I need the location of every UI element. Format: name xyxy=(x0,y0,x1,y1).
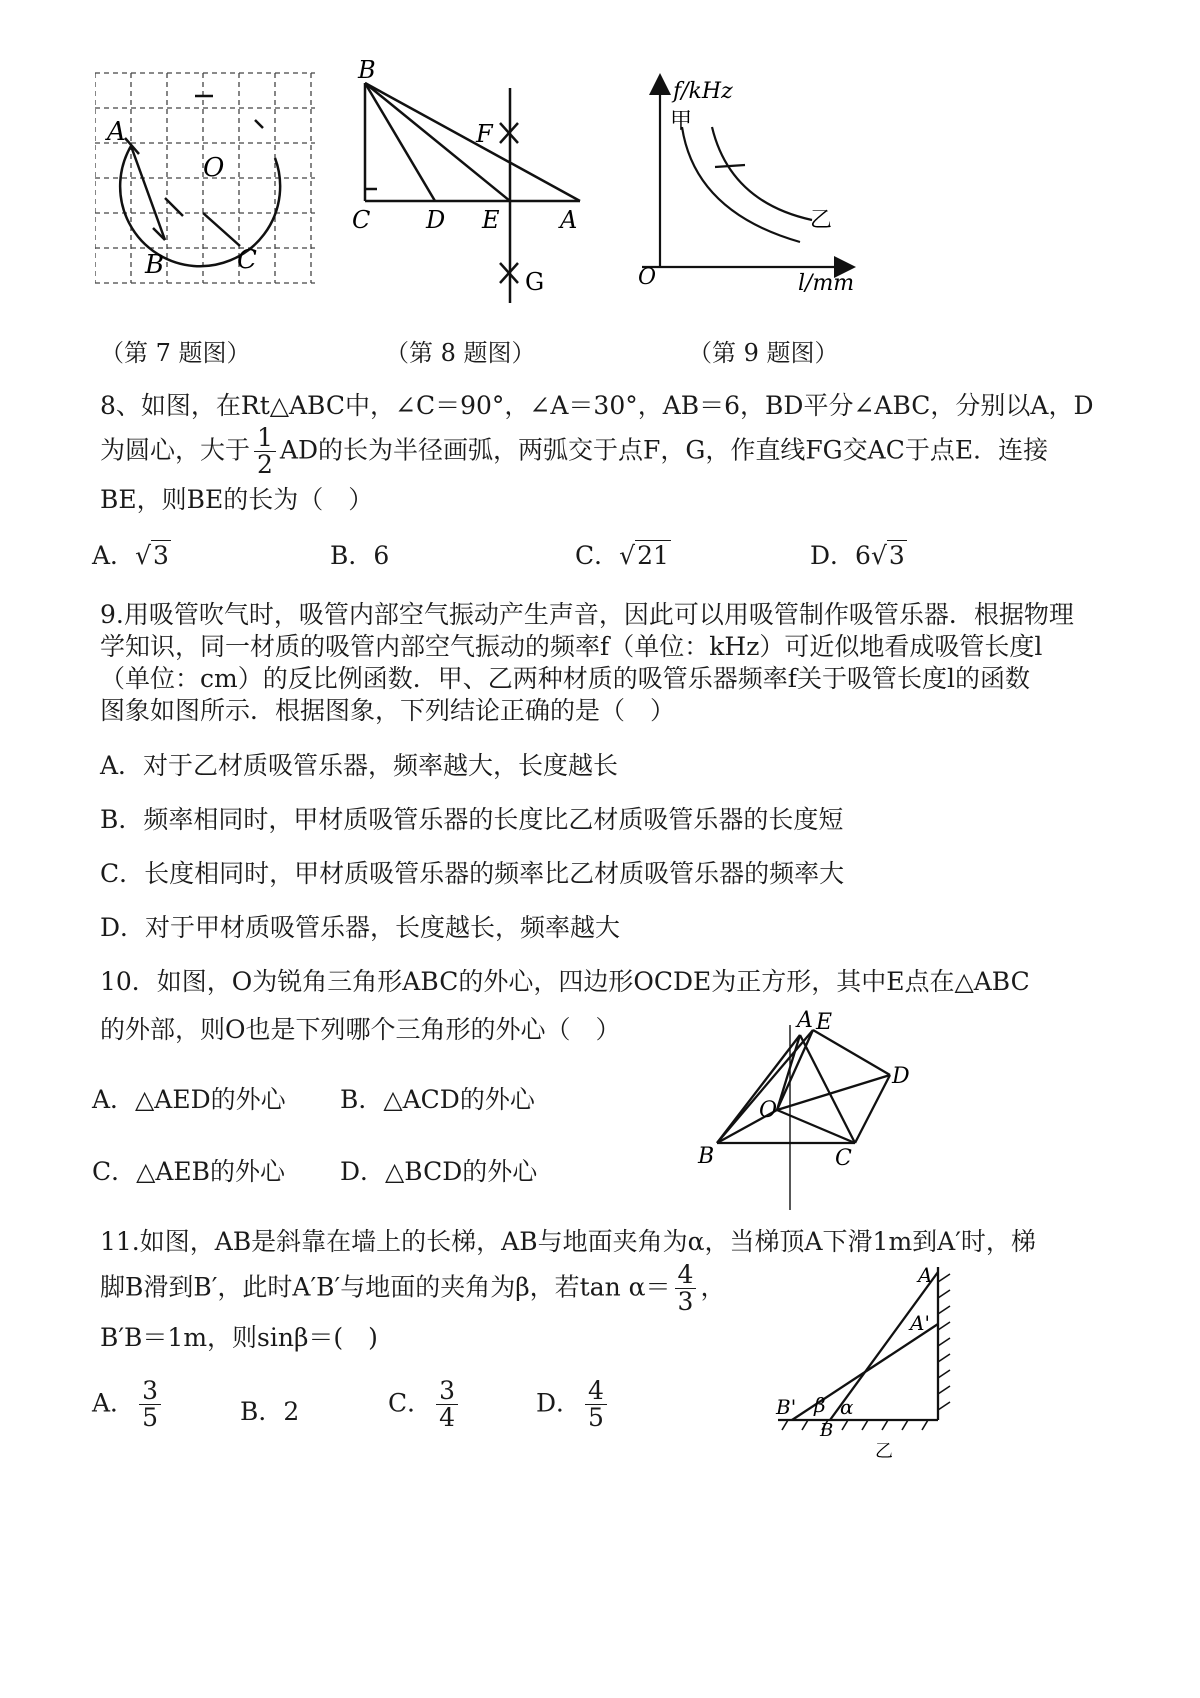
q9-option-c[interactable]: C．长度相同时，甲材质吸管乐器的频率比乙材质吸管乐器的频率大 xyxy=(100,859,845,888)
label-g: G xyxy=(525,268,545,296)
sqrt-icon: √ xyxy=(870,541,887,570)
q10-option-a[interactable]: A．△AED的外心 xyxy=(92,1085,286,1114)
q11-option-b[interactable] xyxy=(240,1392,299,1428)
y-axis-label: f/kHz xyxy=(673,79,733,104)
label-yi: 乙 xyxy=(810,208,833,233)
label-d: D xyxy=(892,1064,910,1089)
option-label: B． xyxy=(240,1397,284,1426)
label-b: B xyxy=(698,1144,715,1169)
q8-option-d[interactable] xyxy=(810,536,907,572)
option-label: D． xyxy=(810,541,856,570)
label-c: C xyxy=(352,206,371,234)
q8-line-2-a: 为圆心，大于 xyxy=(100,435,251,465)
q11-line-2 xyxy=(100,1262,725,1316)
option-label: B． xyxy=(330,541,374,570)
q10-option-b[interactable]: B．△ACD的外心 xyxy=(340,1085,535,1114)
frac-num: 4 xyxy=(675,1262,697,1289)
option-value: 3 xyxy=(153,541,169,570)
q9-option-a[interactable]: A．对于乙材质吸管乐器，频率越大，长度越长 xyxy=(100,751,619,780)
frac-den: 4 xyxy=(439,1403,456,1433)
sqrt-icon: √ xyxy=(619,541,636,570)
label-a: A xyxy=(797,1008,813,1033)
q8-option-c[interactable] xyxy=(575,536,671,572)
q10-option-c[interactable]: C．△AEB的外心 xyxy=(92,1157,286,1186)
option-fraction xyxy=(139,1378,161,1432)
option-label: A． xyxy=(92,1388,136,1418)
frac-den: 5 xyxy=(142,1403,158,1433)
option-value: 2 xyxy=(283,1397,300,1426)
label-a: A xyxy=(560,206,578,234)
label-d: D xyxy=(426,206,446,234)
figure-7 xyxy=(95,68,325,293)
frac-den: 3 xyxy=(677,1287,694,1317)
frac-den: 2 xyxy=(257,450,273,480)
option-fraction xyxy=(436,1378,458,1432)
q11-line-1: 11.如图，AB是斜靠在墙上的长梯，AB与地面夹角为α，当梯顶A下滑1m到A′时，梯 xyxy=(100,1227,1036,1256)
option-fraction xyxy=(585,1378,607,1432)
option-label: D． xyxy=(536,1388,582,1418)
q9-line-4: 图象如图所示．根据图象，下列结论正确的是（ ） xyxy=(100,696,676,725)
label-b: B xyxy=(358,58,376,84)
figure-9-caption: （第 9 题图） xyxy=(688,339,839,367)
label-b: B xyxy=(820,1420,834,1441)
label-o: O xyxy=(759,1098,778,1123)
frac-num: 1 xyxy=(254,425,276,452)
label-a: A xyxy=(918,1263,933,1287)
label-beta: β xyxy=(814,1393,826,1417)
option-label: A． xyxy=(92,541,136,570)
q9-line-1: 9.用吸管吹气时，吸管内部空气振动产生声音，因此可以用吸管制作吸管乐器．根据物理 xyxy=(100,600,1074,629)
q8-option-a[interactable] xyxy=(92,536,171,572)
option-label: C． xyxy=(575,541,620,570)
fraction-tan xyxy=(675,1262,697,1316)
sqrt-icon: √ xyxy=(135,541,151,570)
q8-line-1: 8、如图，在Rt△ABC中，∠C＝90°，∠A＝30°，AB＝6，BD平分∠ABC，分别以A，D xyxy=(100,391,1094,420)
label-a-prime: A' xyxy=(910,1311,930,1335)
q11-option-d[interactable] xyxy=(536,1378,611,1432)
figure-9 xyxy=(620,72,860,297)
origin-label: O xyxy=(638,265,657,290)
q8-option-b[interactable] xyxy=(330,536,389,572)
q10-option-d[interactable]: D．△BCD的外心 xyxy=(340,1157,538,1186)
q9-line-3: （单位：cm）的反比例函数．甲、乙两种材质的吸管乐器频率f关于吸管长度l的函数 xyxy=(100,664,1030,693)
label-alpha: α xyxy=(840,1395,854,1419)
frac-num: 3 xyxy=(436,1378,458,1405)
q11-option-a[interactable] xyxy=(92,1378,165,1432)
q9-line-2: 学知识，同一材质的吸管内部空气振动的频率f（单位：kHz）可近似地看成吸管长度l xyxy=(100,632,1043,661)
figure-8-caption: （第 8 题图） xyxy=(385,339,536,367)
frac-den: 5 xyxy=(588,1403,604,1433)
label-f: F xyxy=(476,120,493,148)
q11-option-c[interactable] xyxy=(388,1378,462,1432)
label-b-prime: B' xyxy=(776,1395,797,1419)
q11-line-2-a: 脚B滑到B′，此时A′B′与地面的夹角为β，若tan α＝ xyxy=(100,1272,671,1302)
figure-10 xyxy=(695,1005,925,1220)
frac-num: 4 xyxy=(585,1378,607,1405)
label-c: C xyxy=(237,245,257,275)
option-value: 21 xyxy=(637,541,669,570)
option-value: 6 xyxy=(373,541,390,570)
x-axis-label: l/mm xyxy=(798,271,855,296)
segment-ab xyxy=(131,146,165,240)
figure-8 xyxy=(350,58,600,310)
figure-11 xyxy=(770,1262,970,1472)
q8-line-2-b: AD的长为半径画弧，两弧交于点F，G，作直线FG交AC于点E．连接 xyxy=(279,435,1049,465)
q8-line-2 xyxy=(100,425,1048,479)
label-e: E xyxy=(482,206,500,234)
label-c: C xyxy=(835,1146,852,1171)
q9-option-d[interactable]: D．对于甲材质吸管乐器，长度越长，频率越大 xyxy=(100,913,621,942)
label-ground: 乙 xyxy=(875,1441,893,1462)
q11-line-2-b: ， xyxy=(700,1272,726,1302)
option-label: C． xyxy=(388,1388,433,1418)
fraction-half xyxy=(254,425,276,479)
option-coef: 6 xyxy=(855,541,871,570)
q10-line-2: 的外部，则O也是下列哪个三角形的外心（ ） xyxy=(100,1015,621,1044)
q11-line-3: B′B＝1m，则sinβ＝( ) xyxy=(100,1323,378,1352)
label-b: B xyxy=(145,250,165,280)
label-e: E xyxy=(816,1010,833,1035)
q8-line-3: BE，则BE的长为（ ） xyxy=(100,485,374,514)
figure-7-caption: （第 7 题图） xyxy=(100,339,251,367)
q10-line-1: 10．如图，O为锐角三角形ABC的外心，四边形OCDE为正方形，其中E点在△ABC xyxy=(100,967,1030,996)
q9-option-b[interactable]: B．频率相同时，甲材质吸管乐器的长度比乙材质吸管乐器的长度短 xyxy=(100,805,844,834)
frac-num: 3 xyxy=(139,1378,161,1405)
option-value: 3 xyxy=(888,541,905,570)
segment-bd xyxy=(365,83,435,201)
curve-jia xyxy=(682,127,800,242)
label-jia: 甲 xyxy=(670,109,693,134)
label-a: A xyxy=(107,117,126,147)
label-o: O xyxy=(203,153,225,183)
